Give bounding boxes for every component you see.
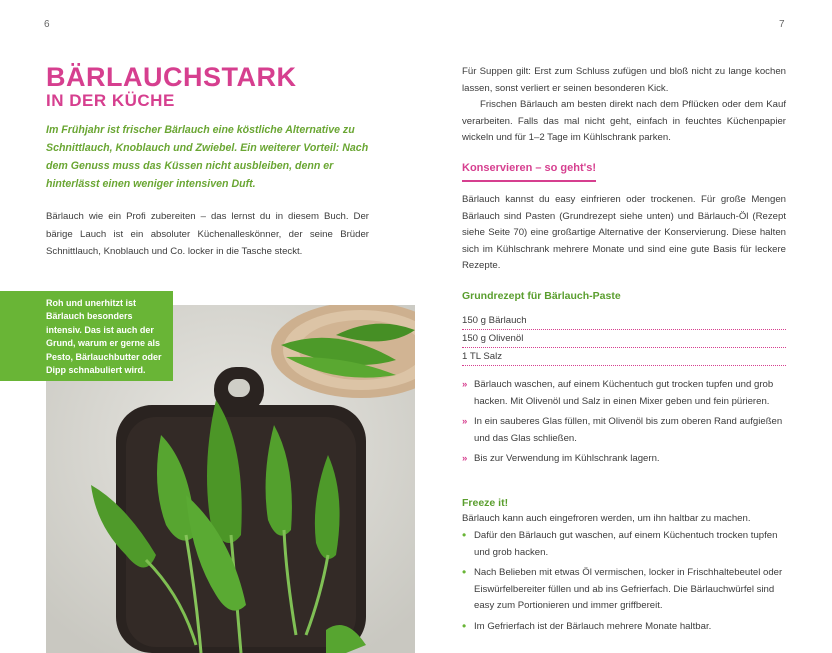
tip-box: Roh und unerhitzt ist Bärlauch besonders intensiv. Das ist auch der Grund, warum er gerne als Pesto, Bärlauchbutter oder Dipp schnabuliert wird. [0, 291, 173, 381]
list-item [462, 528, 786, 561]
step-text: Bärlauch waschen, auf einem Küchentuch gut trocken tupfen und grob hacken. Mit Olivenöl und Salz in einen Mixer geben und fein pürieren. [474, 379, 774, 407]
freeze-title: Freeze it! [462, 497, 509, 509]
bullet-text: Dafür den Bärlauch gut waschen, auf einem Küchentuch trocken tupfen und grob hacken. [474, 530, 778, 558]
bullet-text: Im Gefrierfach ist der Bärlauch mehrere Monate haltbar. [474, 620, 712, 632]
recipe-title: Grundrezept für Bärlauch-Paste [462, 290, 621, 302]
list-item [462, 565, 786, 615]
step-marker-icon: » [462, 453, 468, 465]
bullet-icon: • [462, 528, 467, 542]
recipe-step [462, 414, 786, 447]
step-text: Bis zur Verwendung im Kühlschrank lagern. [474, 453, 660, 465]
ingredient-list [462, 312, 786, 366]
page-number-left: 6 [44, 19, 50, 30]
ingredient-item: 150 g Bärlauch [462, 312, 786, 330]
recipe-step [462, 377, 786, 410]
step-text: In ein sauberes Glas füllen, mit Olivenöl bis zum oberen Rand aufgießen und das Glas schließen. [474, 416, 783, 444]
preserving-text: Bärlauch kannst du easy einfrieren oder trockenen. Für große Mengen Bärlauch sind Pasten (Grundrezept siehe unten) und Bärlauch-Öl (Rezept siehe Seite 70) eine großartige Alternative der Konservierung. Diese halten sich im Kühlschrank mehrere Monate und sind eine gute Basis für leckere Rezepte. [462, 194, 786, 272]
recipe-step [462, 451, 786, 468]
freeze-text: Bärlauch kann auch eingefroren werden, um ihn haltbar zu machen. [462, 513, 751, 524]
paragraph-soups: Für Suppen gilt: Erst zum Schluss zufügen und bloß nicht zu lange kochen lassen, sonst verliert er seinen besonderen Kick. [462, 66, 786, 94]
step-marker-icon: » [462, 379, 468, 390]
bullet-text: Nach Belieben mit etwas Öl vermischen, locker in Frischhaltebeutel oder Eiswürfelbereiter füllen und ab ins Gefrierfach. Die Bärlauchwürfel sind easy zum Portionieren und immer griffbereit. [474, 567, 783, 612]
page-subtitle: IN DER KÜCHE [46, 91, 175, 110]
list-item [462, 619, 786, 636]
body-text-left: Bärlauch wie ein Profi zubereiten – das lernst du in diesem Buch. Der bärige Lauch ist ein absoluter Küchenalleskönner, der seine Brüder Schnittlauch, Knoblauch und Co. locker in die Tasche steckt. [46, 211, 369, 257]
freeze-bullet-list [462, 528, 786, 636]
bullet-icon: • [462, 565, 467, 580]
recipe-steps [462, 377, 786, 468]
ingredient-item: 1 TL Salz [462, 348, 786, 366]
paragraph-fresh: Frischen Bärlauch am besten direkt nach dem Pflücken oder dem Kauf verarbeiten. Falls das mal nicht geht, einfach in feuchtes Küchenpapier wickeln und für 1–2 Tage im Kühlschrank parken. [462, 99, 786, 144]
bullet-icon: • [462, 618, 467, 633]
page-title: BÄRLAUCHSTARK [46, 62, 297, 92]
ingredient-item: 150 g Olivenöl [462, 330, 786, 348]
section-title-preserving: Konservieren – so geht's! [462, 162, 596, 182]
page-number-right: 7 [779, 19, 785, 30]
step-marker-icon: » [462, 416, 468, 428]
intro-text: Im Frühjahr ist frischer Bärlauch eine köstliche Alternative zu Schnittlauch, Knoblauch und Zwiebel. Ein weiterer Vorteil: Nach dem Genuss muss das Küssen nicht ausbleiben, denn er hinterlässt einen weniger intensiven Duft. [46, 124, 369, 190]
